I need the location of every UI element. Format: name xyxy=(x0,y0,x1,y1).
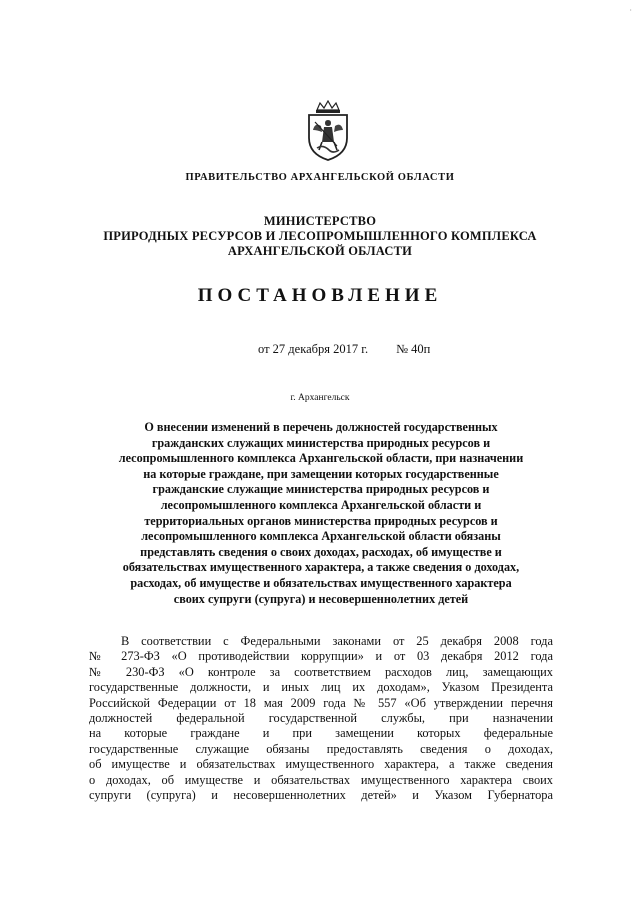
title-line: лесопромышленного комплекса Архангельской области обязаны xyxy=(141,529,501,544)
title-line: О внесении изменений в перечень должностей государственных xyxy=(144,420,498,434)
body-line: В соответствии с Федеральными законами от 25 декабря 2008 года xyxy=(121,634,553,648)
document-title xyxy=(86,420,556,607)
title-line: гражданских служащих министерства природных ресурсов и xyxy=(151,435,491,450)
title-line: лесопромышленного комплекса Архангельской области и xyxy=(160,497,482,512)
body-line: на которые граждане и при замещении которых федеральные xyxy=(89,726,553,741)
government-name: ПРАВИТЕЛЬСТВО АРХАНГЕЛЬСКОЙ ОБЛАСТИ xyxy=(185,172,455,183)
ministry-line: ПРИРОДНЫХ РЕСУРСОВ И ЛЕСОПРОМЫШЛЕННОГО КОМПЛЕКСА xyxy=(103,229,537,243)
body-line: государственные должности, и иных лиц их доходам», Указом Президента xyxy=(89,680,553,695)
title-line: расходах, об имуществе и обязательствах имущественного характера xyxy=(130,575,512,590)
title-line: лесопромышленного комплекса Архангельской области, при назначении xyxy=(118,451,524,466)
title-line: своих супруги (супруга) и несовершеннолетних детей xyxy=(173,591,469,606)
document-type: ПОСТАНОВЛЕНИЕ xyxy=(197,285,443,306)
city-name: г. Архангельск xyxy=(290,393,350,403)
body-line: супруги (супруга) и несовершеннолетних детей» и Указом Губернатора xyxy=(89,788,553,803)
body-line: должностей федеральной государственной службы, при назначении xyxy=(89,711,553,726)
body-line: Российской Федерации от 18 мая 2009 года № 557 «Об утверждении перечня xyxy=(89,695,553,710)
body-line: № 273-ФЗ «О противодействии коррупции» и от 03 декабря 2012 года xyxy=(89,649,553,664)
title-line: обязательствах имущественного характера, а также сведения о доходах, xyxy=(122,560,520,575)
title-line: территориальных органов министерства природных ресурсов и xyxy=(144,513,498,528)
ministry-line: МИНИСТЕРСТВО xyxy=(263,214,377,228)
corner-mark: · xyxy=(629,6,632,15)
title-line: представлять сведения о своих доходах, расходах, об имуществе и xyxy=(140,544,502,559)
body-line: о доходах, об имуществе и обязательствах имущественного характера своих xyxy=(89,772,553,787)
date-line xyxy=(258,342,430,357)
document-number: № 40п xyxy=(396,342,431,356)
title-line: на которые граждане, при замещении которых государственные xyxy=(143,466,499,481)
ministry-line: АРХАНГЕЛЬСКОЙ ОБЛАСТИ xyxy=(227,244,413,258)
document-date: от 27 декабря 2017 г. xyxy=(258,342,369,356)
body-paragraph xyxy=(89,634,553,803)
body-line: об имуществе и обязательствах имущественного характера, а также сведения xyxy=(89,757,553,772)
title-line: гражданские служащие министерства природных ресурсов и xyxy=(152,482,490,497)
body-line: № 230-ФЗ «О контроле за соответствием расходов лиц, замещающих xyxy=(89,664,553,679)
body-line: государственные служащие обязаны предоставлять сведения о доходах, xyxy=(89,741,553,756)
coat-of-arms-emblem xyxy=(303,100,353,162)
ministry-name xyxy=(0,214,640,259)
